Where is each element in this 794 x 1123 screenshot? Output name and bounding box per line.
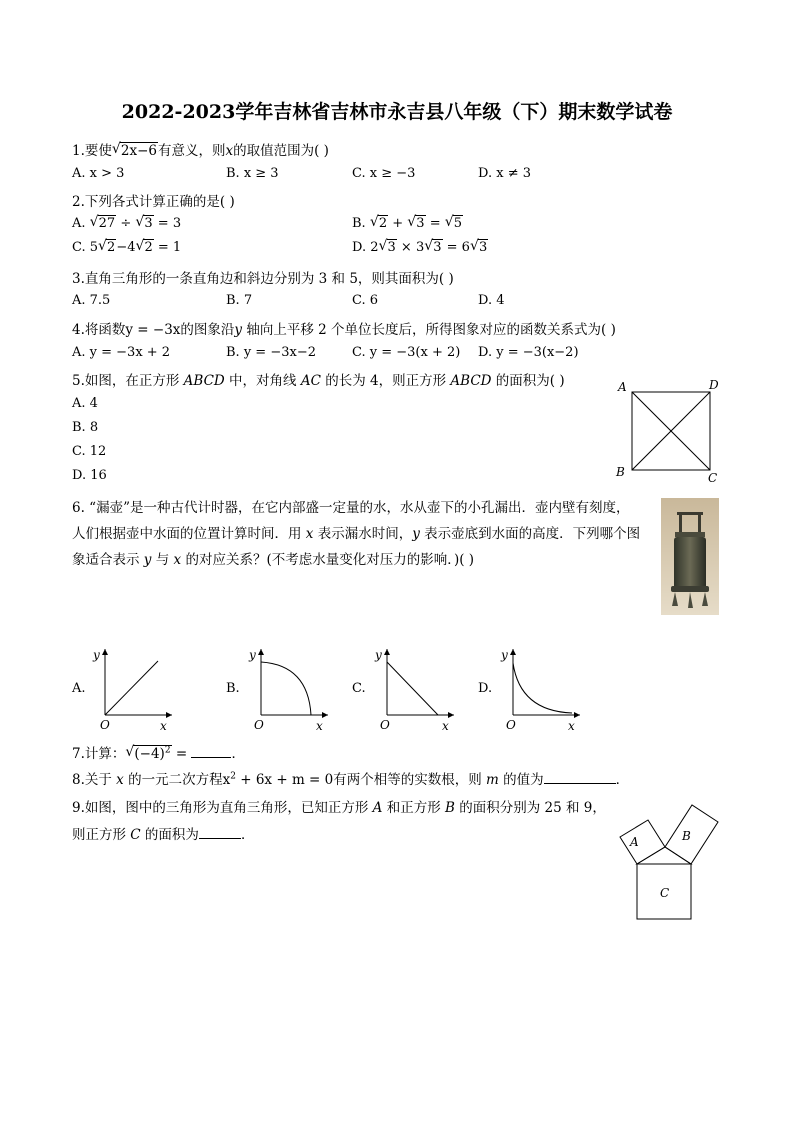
- q2-option-c[interactable]: C. 5√ 2−4√ 2 = 1: [72, 240, 181, 255]
- question-2-stem: 2.下列各式计算正确的是( ): [72, 194, 235, 210]
- question-4-stem: 4.将函数y = −3x的图象沿y 轴向上平移 2 个单位长度后，所得图象对应的函数关系式为( ): [72, 322, 616, 338]
- q3-option-c[interactable]: C. 6: [352, 293, 379, 308]
- q5-option-b[interactable]: B. 8: [72, 420, 99, 435]
- question-5-stem: 5.如图，在正方形 ABCD 中，对角线 AC 的长为 4，则正方形 ABCD 的面积为( ): [72, 373, 565, 389]
- svg-text:y: y: [375, 648, 382, 662]
- label-b: B: [616, 465, 625, 479]
- label-a: A: [618, 380, 627, 394]
- q4-option-b[interactable]: B. y = −3x−2: [226, 345, 316, 360]
- q4-option-c[interactable]: C. y = −3(x + 2): [352, 345, 461, 360]
- label-square-a: A: [630, 835, 639, 849]
- q3-option-d[interactable]: D. 4: [478, 293, 505, 308]
- svg-text:x: x: [442, 719, 449, 733]
- svg-text:y: y: [93, 648, 100, 662]
- q6-option-b-graph[interactable]: [244, 643, 334, 733]
- q6-option-a-graph[interactable]: [88, 643, 178, 733]
- q6-option-d-graph[interactable]: [496, 643, 586, 733]
- q1-option-b[interactable]: B. x ≥ 3: [226, 166, 279, 181]
- q6-option-c-graph[interactable]: [370, 643, 460, 733]
- svg-text:O: O: [380, 718, 390, 732]
- square-a: [620, 820, 665, 864]
- q3-option-a[interactable]: A. 7.5: [72, 293, 111, 308]
- q5-option-a[interactable]: A. 4: [72, 396, 98, 411]
- svg-text:y: y: [501, 648, 508, 662]
- question-6-line-3: 象适合表示 y 与 x 的对应关系？(不考虑水量变化对压力的影响．)( ): [72, 552, 475, 568]
- q3-option-b[interactable]: B. 7: [226, 293, 253, 308]
- question-7-stem: 7.计算：√ $(-4)^2$ = ．: [72, 742, 245, 762]
- q1-text-pre: 1.要使: [72, 143, 112, 159]
- q1-radical: √ 2x−6: [112, 143, 158, 159]
- q4-option-d[interactable]: D. y = −3(x−2): [478, 345, 579, 360]
- question-3-stem: 3.直角三角形的一条直角边和斜边分别为 3 和 5，则其面积为( ): [72, 271, 454, 287]
- water-clock-photo: [661, 498, 719, 615]
- label-square-b: B: [682, 829, 691, 843]
- q1-option-d[interactable]: D. x ≠ 3: [478, 166, 531, 181]
- decreasing-line: [387, 662, 438, 715]
- q1-option-c[interactable]: C. x ≥ −3: [352, 166, 416, 181]
- q2-option-a[interactable]: A. √ 27 ÷ √ 3 = 3: [72, 216, 181, 231]
- concave-up-curve: [513, 663, 572, 713]
- right-triangle: [637, 847, 691, 864]
- square-abcd-figure: [610, 375, 725, 485]
- pythagoras-squares-figure: [606, 800, 724, 924]
- q2-option-d[interactable]: D. 2√ 3 × 3√ 3 = 6√ 3: [352, 240, 488, 255]
- q2-option-b[interactable]: B. √ 2 + √ 3 = √ 5: [352, 216, 463, 231]
- question-6-line-2: 人们根据壶中水面的位置计算时间．用 x 表示漏水时间，y 表示壶底到水面的高度．下列哪个图: [72, 526, 641, 542]
- q6-option-c-label[interactable]: C.: [352, 681, 366, 696]
- label-d: D: [709, 378, 719, 392]
- q4-option-a[interactable]: A. y = −3x + 2: [72, 345, 171, 360]
- q6-option-d-label[interactable]: D.: [478, 681, 493, 696]
- page-title: 2022-2023学年吉林省吉林市永吉县八年级（下）期末数学试卷: [121, 101, 673, 123]
- q1-text-mid: 有意义，则: [158, 143, 226, 159]
- svg-text:x: x: [316, 719, 323, 733]
- question-6-line-1: 6. “漏壶”是一种古代计时器，在它内部盛一定量的水，水从壶下的小孔漏出．壶内壁有刻度，: [72, 500, 630, 516]
- q1-variable: x: [225, 143, 234, 159]
- square-b: [665, 805, 718, 864]
- q1-option-a[interactable]: A. x > 3: [72, 166, 125, 181]
- svg-text:x: x: [568, 719, 575, 733]
- q5-option-d[interactable]: D. 16: [72, 468, 107, 483]
- increasing-line: [105, 661, 158, 715]
- svg-text:O: O: [100, 718, 110, 732]
- q5-option-c[interactable]: C. 12: [72, 444, 107, 459]
- svg-text:x: x: [160, 719, 167, 733]
- svg-text:O: O: [506, 718, 516, 732]
- q8-answer-blank[interactable]: [544, 783, 616, 784]
- q6-option-b-label[interactable]: B.: [226, 681, 240, 696]
- q6-option-a-label[interactable]: A.: [72, 681, 86, 696]
- question-1-stem: [72, 139, 329, 159]
- label-square-c: C: [660, 886, 670, 900]
- question-9-line-2: 则正方形 C 的面积为 ．: [72, 827, 255, 843]
- label-c: C: [708, 471, 718, 485]
- concave-down-curve: [261, 662, 311, 715]
- q1-text-post: 的取值范围为( ): [233, 143, 329, 159]
- q7-answer-blank[interactable]: [191, 757, 231, 758]
- svg-text:y: y: [249, 648, 256, 662]
- question-9-line-1: 9.如图，图中的三角形为直角三角形，已知正方形 A 和正方形 B 的面积分别为 25 和 9，: [72, 800, 606, 816]
- question-8-stem: 8.关于 x 的一元二次方程$x^2 + 6x + m = 0$有两个相等的实数根，则 m 的值为 ．: [72, 771, 630, 788]
- svg-text:O: O: [254, 718, 264, 732]
- q9-answer-blank[interactable]: [199, 838, 241, 839]
